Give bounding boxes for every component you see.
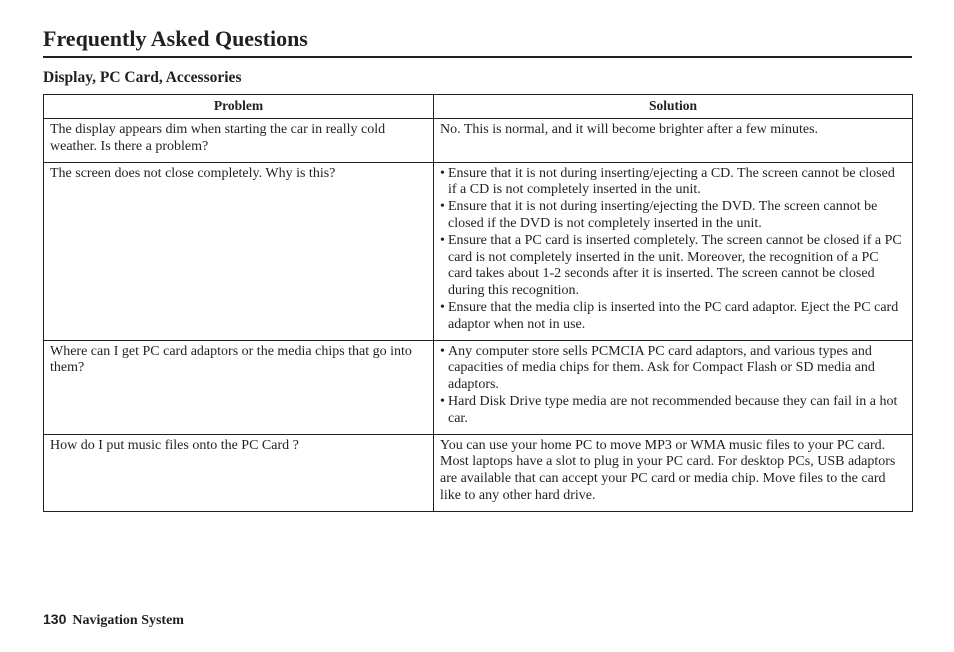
table-row: [44, 340, 913, 434]
table-row: [44, 162, 913, 340]
solution-bullet: • Ensure that the media clip is inserted into the PC card adaptor. Eject the PC card adaptor when not in use.: [440, 300, 906, 334]
solution-bullet-list: [440, 344, 906, 428]
problem-cell: How do I put music files onto the PC Card ?: [44, 434, 434, 511]
page-footer: [43, 610, 184, 630]
solution-bullet: • Ensure that it is not during inserting/ejecting a CD. The screen cannot be closed if a CD is not completely inserted in the unit.: [440, 166, 906, 200]
solution-bullet: • Hard Disk Drive type media are not recommended because they can fail in a hot car.: [440, 394, 906, 428]
solution-cell: You can use your home PC to move MP3 or WMA music files to your PC card. Most laptops have a slot to plug in your PC card. For desktop PCs, USB adaptors are available that can accept your PC card or media chip. Move files to the card like to any other hard drive.: [434, 434, 913, 511]
solution-bullet: • Ensure that it is not during inserting/ejecting the DVD. The screen cannot be closed if the DVD is not completely inserted in the unit.: [440, 199, 906, 233]
problem-cell: The screen does not close completely. Why is this?: [44, 162, 434, 340]
table-row: [44, 119, 913, 163]
section-heading: Display, PC Card, Accessories: [43, 69, 242, 86]
header-solution: Solution: [434, 95, 913, 119]
problem-cell: Where can I get PC card adaptors or the media chips that go into them?: [44, 340, 434, 434]
solution-cell: No. This is normal, and it will become brighter after a few minutes.: [434, 119, 913, 163]
page-number: 130: [43, 611, 67, 627]
page-title: Frequently Asked Questions: [43, 26, 308, 51]
solution-bullet-list: [440, 166, 906, 334]
faq-table: [43, 94, 913, 512]
solution-cell: [434, 340, 913, 434]
solution-bullet: • Ensure that a PC card is inserted completely. The screen cannot be closed if a PC card is not completely inserted in the unit. Moreover, the recognition of a PC card takes about 1-2 seconds after it is inserted. The screen cannot be closed during this recognition.: [440, 233, 906, 300]
solution-bullet: • Any computer store sells PCMCIA PC card adaptors, and various types and capacities of media chips for them. Ask for Compact Flash or SD media and adaptors.: [440, 344, 906, 394]
table-header-row: [44, 95, 913, 119]
table-row: [44, 434, 913, 511]
title-divider: [43, 56, 912, 58]
problem-cell: The display appears dim when starting the car in really cold weather. Is there a problem?: [44, 119, 434, 163]
header-problem: Problem: [44, 95, 434, 119]
footer-label: Navigation System: [72, 613, 184, 628]
solution-cell: [434, 162, 913, 340]
